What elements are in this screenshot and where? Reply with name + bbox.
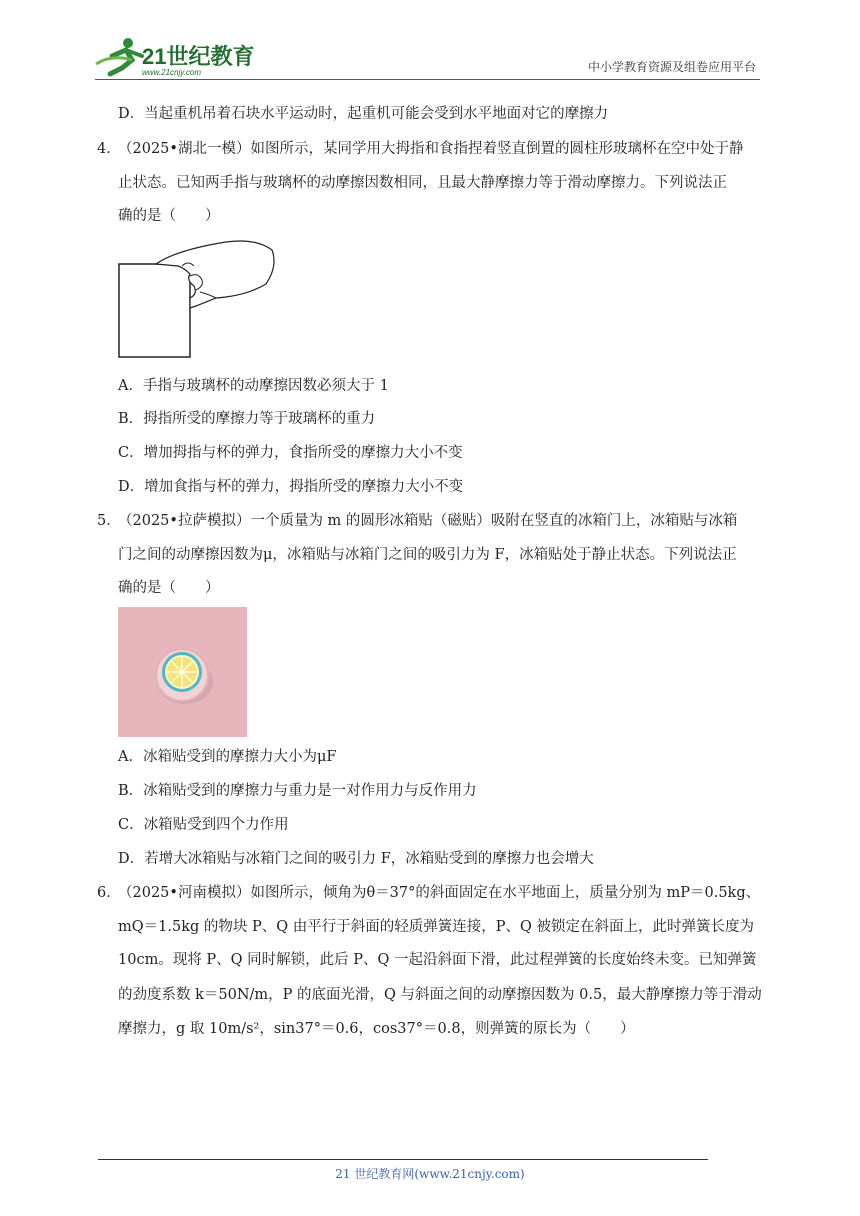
q6-number: 6． <box>97 885 121 901</box>
footer-link[interactable]: 21 世纪教育网(www.21cnjy.com) <box>335 1167 525 1181</box>
q5-option-b: B．冰箱贴受到的摩擦力与重力是一对作用力与反作用力 <box>118 783 477 799</box>
q3-option-d: D．当起重机吊着石块水平运动时，起重机可能会受到水平地面对它的摩擦力 <box>118 106 609 122</box>
q5-line3: 确的是（ ） <box>118 580 220 596</box>
q4-option-a: A．手指与玻璃杯的动摩擦因数必须大于 1 <box>118 378 389 394</box>
q5-line2: 门之间的动摩擦因数为μ，冰箱贴与冰箱门之间的吸引力为 F，冰箱贴处于静止状态。下列说法正 <box>118 547 737 563</box>
q6-line3: 10cm。现将 P、Q 同时解锁，此后 P、Q 一起沿斜面下滑，此过程弹簧的长度始终未变。已知弹簧 <box>118 952 757 968</box>
q4-line2: 止状态。已知两手指与玻璃杯的动摩擦因数相同，且最大静摩擦力等于滑动摩擦力。下列说法正 <box>118 175 727 191</box>
q5-photo-fridge-magnet <box>118 607 247 737</box>
q4-line1: （2025•湖北一模）如图所示，某同学用大拇指和食指捏着竖直倒置的圆柱形玻璃杯在空中处于静 <box>118 141 744 157</box>
q4-line3: 确的是（ ） <box>118 208 220 224</box>
footer-divider <box>98 1159 708 1160</box>
runner-icon <box>96 38 142 74</box>
q6-line1: （2025•河南模拟）如图所示，倾角为θ＝37°的斜面固定在水平地面上，质量分别为 mP＝0.5kg、 <box>118 885 761 901</box>
platform-name: 中小学教育资源及组卷应用平台 <box>587 60 756 74</box>
q6-line2: mQ＝1.5kg 的物块 P、Q 由平行于斜面的轻质弹簧连接，P、Q 被锁定在斜面上，此时弹簧长度为 <box>118 919 754 935</box>
logo-url: www.21cnjy.com <box>142 68 201 77</box>
q5-option-d: D．若增大冰箱贴与冰箱门之间的吸引力 F，冰箱贴受到的摩擦力也会增大 <box>118 851 594 867</box>
q6-line5: 摩擦力，g 取 10m/s²，sin37°＝0.6，cos37°＝0.8，则弹簧的原长为（ ） <box>118 1021 635 1037</box>
q5-option-a: A．冰箱贴受到的摩擦力大小为μF <box>118 749 337 765</box>
q4-option-d: D．增加食指与杯的弹力，拇指所受的摩擦力大小不变 <box>118 479 464 495</box>
header-divider <box>95 79 760 80</box>
q4-option-c: C．增加拇指与杯的弹力，食指所受的摩擦力大小不变 <box>118 445 463 461</box>
q5-line1: （2025•拉萨模拟）一个质量为 m 的圆形冰箱贴（磁贴）吸附在竖直的冰箱门上，冰箱贴与冰箱 <box>118 513 738 529</box>
q5-number: 5． <box>97 513 121 529</box>
logo-text: 21世纪教育 <box>142 44 255 69</box>
q4-number: 4． <box>97 141 121 157</box>
q6-line4: 的劲度系数 k＝50N/m，P 的底面光滑，Q 与斜面之间的动摩擦因数为 0.5，最大静摩擦力等于滑动 <box>118 987 762 1003</box>
q5-option-c: C．冰箱贴受到四个力作用 <box>118 817 289 833</box>
site-logo[interactable] <box>92 34 262 78</box>
q4-figure-hand-glass <box>116 236 280 362</box>
q4-option-b: B．拇指所受的摩擦力等于玻璃杯的重力 <box>118 411 376 427</box>
